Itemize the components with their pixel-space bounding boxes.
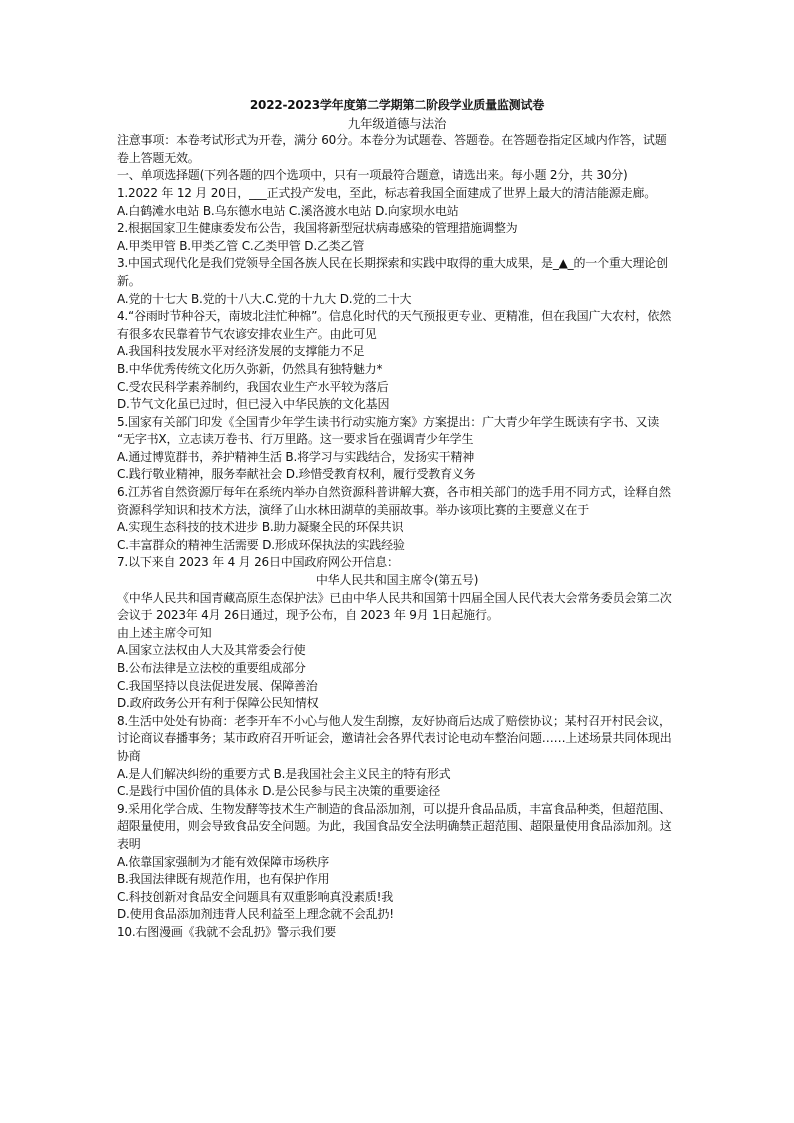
q4-option-c: C.受农民科学素养制约，我国农业生产水平较为落后 [117, 379, 389, 394]
q5-stem: 5.国家有关部门印发《全国青少年学生读书行动实施方案》方案提出：广大青少年学生既读有字书、又读 “无字书X，立志读万卷书、行万里路。这一要求旨在强调青少年学生 [117, 414, 660, 447]
q8-options-cd: C.是践行中国价值的具体永 D.是公民参与民主决策的重要途径 [117, 784, 441, 799]
q3-options: A.党的十七大 B.党的十八大.C.党的十九大 D.党的二十大 [117, 291, 412, 306]
q7-question: 由上述主席令可知 [117, 625, 212, 640]
q7-option-b: B.公布法律是立法校的重要组成部分 [117, 661, 306, 675]
q2-stem: 2.根据国家卫生健康委发布公告，我国将新型冠状病毒感染的管理措施调整为 [117, 221, 518, 236]
exam-subtitle: 九年级道德与法治 [347, 115, 447, 131]
q7-option-c: C.我国坚持以良法促进发展、保障善治 [117, 678, 318, 693]
q2-options: A.甲类甲管 B.甲类乙管 C.乙类甲管 D.乙类乙管 [117, 238, 365, 253]
q7-option-a: A.国家立法权由人大及其常委会行使 [117, 643, 306, 658]
q9-option-c: C.科技创新对食品安全问题具有双重影响真没素质!我 [117, 889, 394, 904]
q9-option-a: A.依靠国家强制为才能有效保障市场秩序 [117, 854, 330, 869]
q10-stem: 10.右图漫画《我就不会乱扔》警示我们要 [117, 924, 337, 939]
q9-option-d: D.使用食品添加剂违背人民利益至上理念就不会乱扔! [117, 907, 394, 922]
q9-stem: 9.采用化学合成、生物发酵等技术生产制造的食品添加剂，可以提升食品品质，丰富食品种类，但超范围、超限量使用，则会导致食品安全问题。为此，我国食品安全法明确禁正超范围、超限量使用食品添加剂。这表明 [117, 801, 672, 851]
q6-stem: 6.江苏省自然资源厅每年在系统内举办自然资源科普讲解大赛，各市相关部门的选手用不同方式，诠释自然资源科学知识和技术方法，演绎了山水林田湖草的美丽故事。举办该项比赛的主要意义在于 [117, 485, 671, 517]
q7-decree-body: 《中华人民共和国青藏高原生态保护法》已由中华人民共和国第十四届全国人民代表大会常务委员会第二次会议于 2023年 4月 26日通过，现予公布，自 2023 年 9月 1日起施行。 [117, 590, 672, 623]
q1-stem: 1.2022 年 12 月 20日，___正式投产发电，至此，标志着我国全面建成了世界上最大的清洁能源走廊。 [117, 185, 656, 200]
section-heading: 一、单项选择题(下列各题的四个选项中，只有一项最符合题意，请选出来。每小题 2分，共 30分) [117, 168, 628, 183]
q5-options-ab: A.通过博览群书，养护精神生活 B.将学习与实践结合，发扬实干精神 [117, 449, 475, 464]
q6-options-ab: A.实现生态科技的技术进步 B.助力凝聚全民的环保共识 [117, 520, 404, 535]
q4-option-d: D.节气文化虽已过时，但已浸入中华民族的文化基因 [117, 397, 390, 412]
q7-option-d: D.政府政务公开有利于保障公民知情权 [117, 696, 319, 711]
exam-title: 2022-2023学年度第二学期第二阶段学业质量监测试卷 [249, 98, 545, 112]
exam-content [117, 97, 677, 942]
q5-options-cd: C.践行敬业精神，服务奉献社会 D.珍惜受教育权利，履行受教育义务 [117, 467, 476, 482]
q4-option-b: B.中华优秀传统文化历久弥新，仍然具有独特魅力* [117, 361, 383, 376]
q7-stem: 7.以下来自 2023 年 4 月 26日中国政府网公开信息： [117, 555, 399, 570]
q1-options: A.白鹤滩水电站 B.乌东德水电站 C.溪洛渡水电站 D.向家坝水电站 [117, 203, 459, 218]
q4-stem: 4.“谷雨时节种谷天，南坡北洼忙种棉”。信息化时代的天气预报更专业、更精准，但在我国广大农村，依然有很多农民靠着节气农谚安排农业生产。由此可见 [117, 309, 672, 341]
q6-options-cd: C.丰富群众的精神生活需要 D.形成环保执法的实践经验 [117, 537, 405, 552]
q8-options-ab: A.是人们解决纠纷的重要方式 B.是我国社会主义民主的特有形式 [117, 766, 451, 781]
notice: 注意事项：本卷考试形式为开卷，满分 60分。本卷分为试题卷、答题卷。在答题卷指定区域内作答，试题卷上答题无效。 [117, 133, 667, 165]
q3-stem: 3.中国式现代化是我们党领导全国各族人民在长期探索和实践中取得的重大成果，是_▲_的一个重大理论创新。 [117, 256, 668, 288]
q9-option-b: B.我国法律既有规范作用，也有保护作用 [117, 872, 330, 887]
q8-stem: 8.生活中处处有协商：老李开车不小心与他人发生刮擦，友好协商后达成了赔偿协议；某村召开村民会议，讨论商议春播事务；某市政府召开听证会，邀请社会各界代表讨论电动车整治问题……上述场景共同体现出协商 [117, 713, 672, 763]
q7-decree-title: 中华人民共和国主席令(第五号) [315, 573, 479, 588]
q4-option-a: A.我国科技发展水平对经济发展的支撑能力不足 [117, 344, 365, 359]
